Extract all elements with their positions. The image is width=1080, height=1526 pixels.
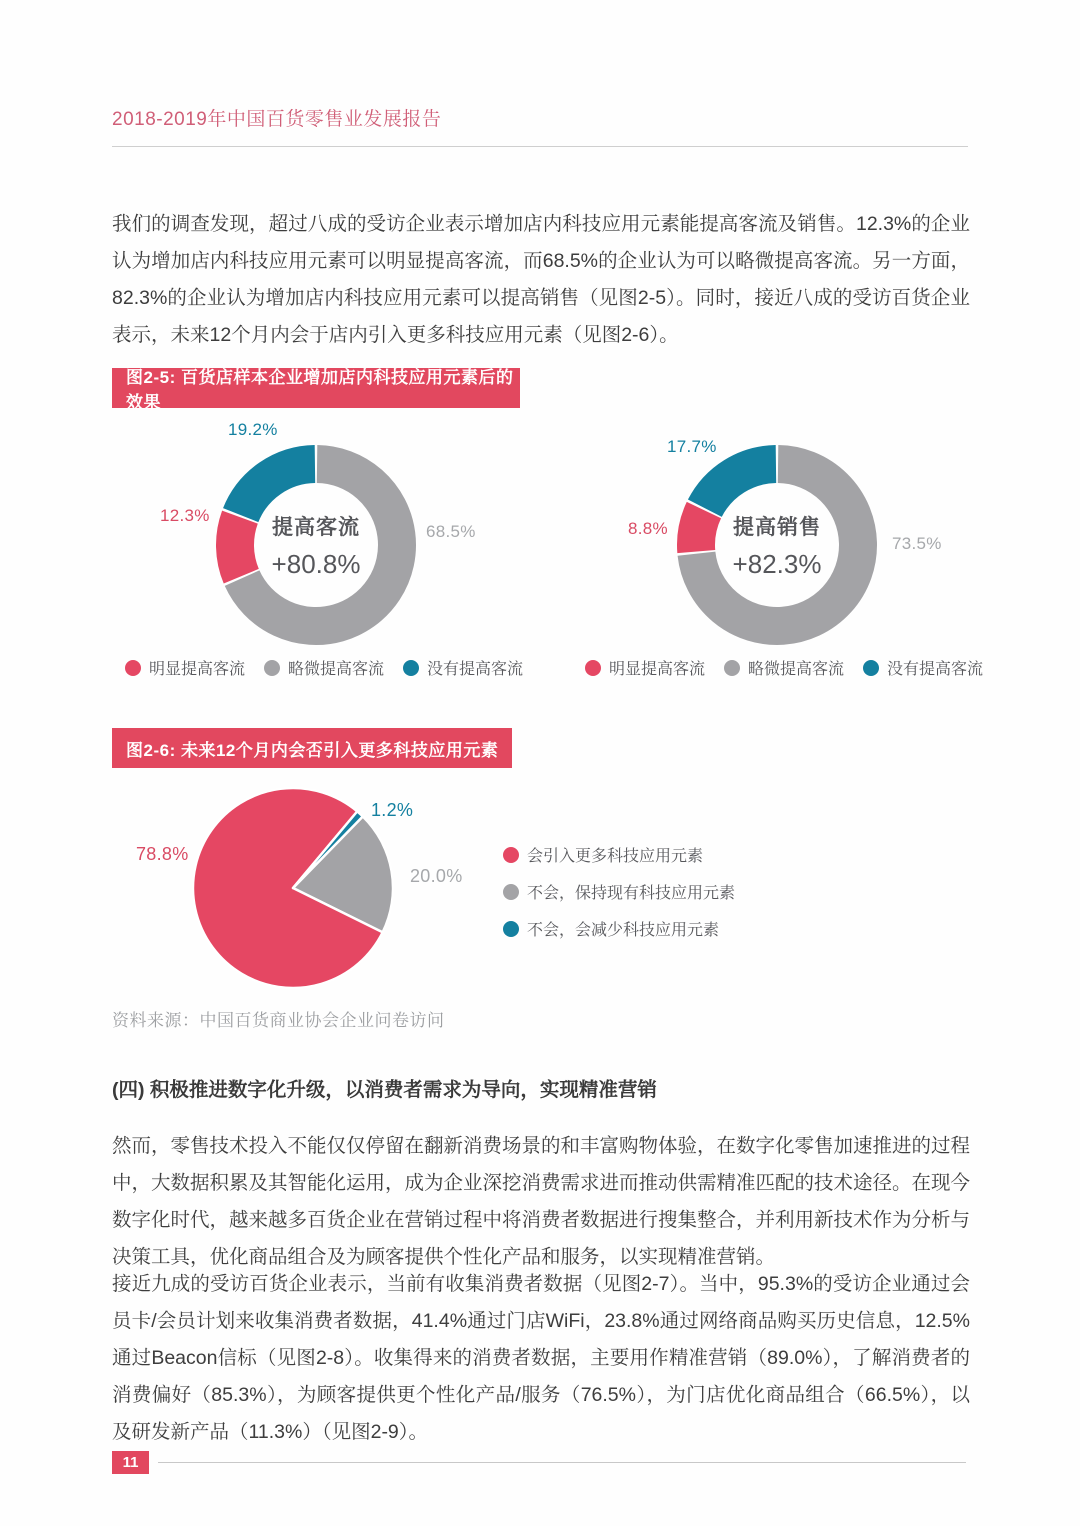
donut-center-title: 提高销售 xyxy=(733,515,821,539)
slice-label-clear-increase-sales: 8.8% xyxy=(628,519,668,538)
donut-chart-traffic xyxy=(211,440,421,650)
page-number-badge: 11 xyxy=(112,1451,149,1474)
paragraph-survey-findings: 我们的调查发现，超过八成的受访企业表示增加店内科技应用元素能提高客流及销售。12.3%的企业认为增加店内科技应用元素可以明显提高客流，而68.5%的企业认为可以略微提高客流。另一方面，82.3%的企业认为增加店内科技应用元素可以提高销售（见图2-5）。同时，接近八成的受访百货企业表示，未来12个月内会于店内引入更多科技应用元素（见图2-6）。 xyxy=(112,213,970,346)
figure-2-5-banner: 图2-5: 百货店样本企业增加店内科技应用元素后的效果 xyxy=(112,368,520,408)
paragraph-data-collection: 接近九成的受访百货企业表示，当前有收集消费者数据（见图2-7）。当中，95.3%的受访企业通过会员卡/会员计划来收集消费者数据，41.4%通过门店WiFi，23.8%通过网络商品购买历史信息，12.5%通过Beacon信标（见图2-8）。收集得来的消费者数据，主要用作精准营销（89.0%），了解消费者的消费偏好（85.3%），为顾客提供更个性化产品/服务（76.5%），为门店优化商品组合（66.5%），以及研发新产品（11.3%）（见图2-9）。 xyxy=(112,1273,970,1443)
legend-item xyxy=(863,656,983,679)
donut-traffic-center xyxy=(211,440,421,650)
donut-sales-center xyxy=(672,440,882,650)
legend-color-dot xyxy=(585,660,601,676)
figure-2-5-legend-right xyxy=(585,656,983,679)
slice-label-no-increase-sales: 17.7% xyxy=(667,437,717,456)
donut-chart-sales xyxy=(672,440,882,650)
legend-color-dot xyxy=(503,921,519,937)
slice-label-keep-existing: 20.0% xyxy=(410,866,463,886)
legend-item xyxy=(403,656,523,679)
pie-chart-tech-adoption xyxy=(188,783,398,993)
legend-color-dot xyxy=(403,660,419,676)
donut-center-title: 提高客流 xyxy=(272,515,360,539)
legend-label: 略微提高客流 xyxy=(748,661,845,678)
legend-label: 略微提高客流 xyxy=(288,661,385,678)
paragraph-digitalization: 然而，零售技术投入不能仅仅停留在翻新消费场景的和丰富购物体验，在数字化零售加速推进的过程中，大数据积累及其智能化运用，成为企业深挖消费需求进而推动供需精准匹配的技术途径。在现今数字化时代，越来越多百货企业在营销过程中将消费者数据进行搜集整合，并利用新技术作为分析与决策工具，优化商品组合及为顾客提供个性化产品和服务，以实现精准营销。 xyxy=(112,1135,971,1268)
legend-label: 不会，保持现有科技应用元素 xyxy=(527,885,736,902)
slice-label-slight-increase-traffic: 68.5% xyxy=(426,522,476,541)
legend-label: 没有提高客流 xyxy=(887,661,984,678)
footer-line xyxy=(158,1462,966,1463)
legend-color-dot xyxy=(264,660,280,676)
figure-2-5-legend-left xyxy=(125,656,523,679)
figure-2-6-banner: 图2-6: 未来12个月内会否引入更多科技应用元素 xyxy=(112,728,512,768)
legend-item xyxy=(264,656,384,679)
legend-item xyxy=(585,656,705,679)
section-heading: (四) 积极推进数字化升级，以消费者需求为导向，实现精准营销 xyxy=(112,1079,657,1101)
legend-label: 没有提高客流 xyxy=(427,661,524,678)
slice-label-clear-increase-traffic: 12.3% xyxy=(160,506,210,525)
legend-color-dot xyxy=(503,884,519,900)
legend-item xyxy=(125,656,245,679)
slice-label-will-reduce: 1.2% xyxy=(371,800,414,820)
report-header-title: 2018-2019年中国百货零售业发展报告 xyxy=(112,109,442,130)
donut-center-value: +82.3% xyxy=(732,548,822,579)
slice-label-no-increase-traffic: 19.2% xyxy=(228,420,278,439)
legend-color-dot xyxy=(724,660,740,676)
legend-item xyxy=(503,843,703,866)
legend-color-dot xyxy=(863,660,879,676)
legend-label: 明显提高客流 xyxy=(609,661,706,678)
legend-item xyxy=(503,880,735,903)
legend-label: 不会，会减少科技应用元素 xyxy=(527,922,720,939)
legend-label: 明显提高客流 xyxy=(149,661,246,678)
slice-label-slight-increase-sales: 73.5% xyxy=(892,534,942,553)
figure-2-6-legend xyxy=(503,843,735,940)
source-note: 资料来源：中国百货商业协会企业问卷访问 xyxy=(112,1011,445,1030)
header-divider xyxy=(112,146,968,147)
legend-item xyxy=(503,917,719,940)
slice-label-will-introduce: 78.8% xyxy=(136,844,189,864)
legend-color-dot xyxy=(503,847,519,863)
legend-color-dot xyxy=(125,660,141,676)
legend-label: 会引入更多科技应用元素 xyxy=(527,848,704,865)
pie-tech-adoption-svg xyxy=(188,783,398,993)
legend-item xyxy=(724,656,844,679)
donut-center-value: +80.8% xyxy=(271,548,361,579)
